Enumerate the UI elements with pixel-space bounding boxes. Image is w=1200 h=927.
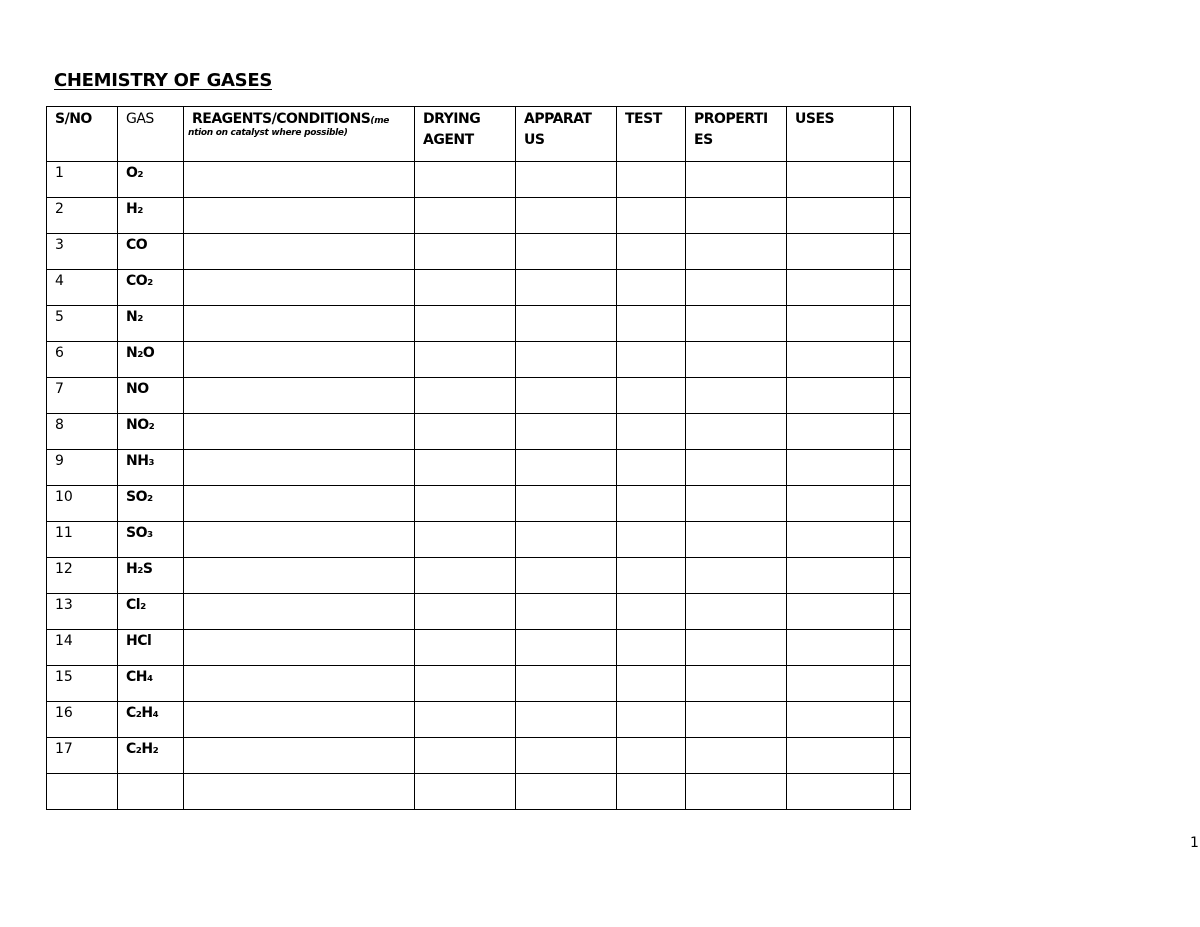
- cell-test: [617, 522, 686, 558]
- cell-extra: [894, 702, 911, 738]
- cell-uses: [787, 486, 894, 522]
- table-row: [47, 594, 911, 630]
- cell-drying-agent: [415, 234, 516, 270]
- cell-sno: 8: [47, 414, 118, 450]
- cell-gas: NO₂: [118, 414, 184, 450]
- table-row: [47, 414, 911, 450]
- cell-drying-agent: [415, 558, 516, 594]
- cell-properties: [686, 450, 787, 486]
- cell-extra: [894, 594, 911, 630]
- cell-uses: [787, 414, 894, 450]
- cell-reagents: [184, 486, 415, 522]
- cell-sno: 14: [47, 630, 118, 666]
- cell-gas: Cl₂: [118, 594, 184, 630]
- cell-sno: 1: [47, 162, 118, 198]
- cell-extra: [894, 522, 911, 558]
- header-extra-column: [894, 107, 911, 162]
- cell-test: [617, 342, 686, 378]
- cell-test: [617, 774, 686, 810]
- cell-sno: 10: [47, 486, 118, 522]
- cell-extra: [894, 198, 911, 234]
- cell-sno: 17: [47, 738, 118, 774]
- cell-properties: [686, 306, 787, 342]
- cell-drying-agent: [415, 486, 516, 522]
- cell-extra: [894, 666, 911, 702]
- header-drying-agent: DRYING AGENT: [415, 107, 516, 162]
- cell-gas: HCl: [118, 630, 184, 666]
- table-row: [47, 522, 911, 558]
- cell-reagents: [184, 558, 415, 594]
- cell-properties: [686, 162, 787, 198]
- table-row: [47, 198, 911, 234]
- cell-sno: 6: [47, 342, 118, 378]
- cell-gas: C₂H₄: [118, 702, 184, 738]
- cell-uses: [787, 306, 894, 342]
- header-apparatus: APPARAT US: [516, 107, 617, 162]
- cell-reagents: [184, 414, 415, 450]
- cell-reagents: [184, 738, 415, 774]
- cell-test: [617, 414, 686, 450]
- cell-reagents: [184, 162, 415, 198]
- cell-uses: [787, 162, 894, 198]
- cell-apparatus: [516, 306, 617, 342]
- cell-drying-agent: [415, 630, 516, 666]
- page-title: CHEMISTRY OF GASES: [54, 70, 272, 91]
- cell-gas: [118, 774, 184, 810]
- cell-sno: 3: [47, 234, 118, 270]
- cell-gas: N₂O: [118, 342, 184, 378]
- cell-apparatus: [516, 162, 617, 198]
- cell-gas: CO: [118, 234, 184, 270]
- cell-sno: 13: [47, 594, 118, 630]
- table-header-row: [47, 107, 911, 162]
- cell-reagents: [184, 666, 415, 702]
- cell-extra: [894, 162, 911, 198]
- cell-reagents: [184, 306, 415, 342]
- cell-apparatus: [516, 378, 617, 414]
- cell-drying-agent: [415, 378, 516, 414]
- table-row: [47, 270, 911, 306]
- cell-test: [617, 378, 686, 414]
- cell-properties: [686, 486, 787, 522]
- cell-uses: [787, 378, 894, 414]
- cell-uses: [787, 558, 894, 594]
- cell-reagents: [184, 630, 415, 666]
- cell-sno: 12: [47, 558, 118, 594]
- cell-drying-agent: [415, 198, 516, 234]
- cell-test: [617, 486, 686, 522]
- cell-sno: [47, 774, 118, 810]
- cell-extra: [894, 342, 911, 378]
- cell-drying-agent: [415, 414, 516, 450]
- cell-extra: [894, 378, 911, 414]
- header-reagents-note: ntion on catalyst where possible): [188, 128, 348, 138]
- cell-extra: [894, 234, 911, 270]
- table-row: [47, 162, 911, 198]
- cell-gas: SO₂: [118, 486, 184, 522]
- cell-properties: [686, 666, 787, 702]
- cell-uses: [787, 630, 894, 666]
- cell-extra: [894, 486, 911, 522]
- gases-table: [46, 106, 911, 810]
- cell-gas: CH₄: [118, 666, 184, 702]
- cell-test: [617, 450, 686, 486]
- cell-gas: SO₃: [118, 522, 184, 558]
- cell-sno: 9: [47, 450, 118, 486]
- cell-uses: [787, 450, 894, 486]
- cell-uses: [787, 666, 894, 702]
- cell-gas: NO: [118, 378, 184, 414]
- cell-uses: [787, 702, 894, 738]
- cell-gas: O₂: [118, 162, 184, 198]
- header-gas: GAS: [118, 107, 184, 162]
- cell-apparatus: [516, 198, 617, 234]
- table-row: [47, 738, 911, 774]
- cell-reagents: [184, 234, 415, 270]
- table-row: [47, 702, 911, 738]
- cell-apparatus: [516, 558, 617, 594]
- cell-apparatus: [516, 666, 617, 702]
- cell-properties: [686, 738, 787, 774]
- table-row: [47, 450, 911, 486]
- table-row: [47, 630, 911, 666]
- cell-reagents: [184, 270, 415, 306]
- cell-reagents: [184, 522, 415, 558]
- cell-uses: [787, 738, 894, 774]
- cell-extra: [894, 738, 911, 774]
- header-uses: USES: [787, 107, 894, 162]
- cell-extra: [894, 558, 911, 594]
- cell-drying-agent: [415, 522, 516, 558]
- cell-drying-agent: [415, 666, 516, 702]
- cell-uses: [787, 198, 894, 234]
- header-reagents: [184, 107, 415, 162]
- cell-gas: H₂S: [118, 558, 184, 594]
- cell-sno: 16: [47, 702, 118, 738]
- cell-reagents: [184, 774, 415, 810]
- cell-reagents: [184, 450, 415, 486]
- cell-gas: H₂: [118, 198, 184, 234]
- cell-properties: [686, 414, 787, 450]
- cell-apparatus: [516, 594, 617, 630]
- cell-reagents: [184, 378, 415, 414]
- cell-drying-agent: [415, 450, 516, 486]
- cell-properties: [686, 630, 787, 666]
- cell-test: [617, 162, 686, 198]
- cell-test: [617, 198, 686, 234]
- cell-reagents: [184, 342, 415, 378]
- page-number: 1: [1190, 835, 1199, 851]
- cell-drying-agent: [415, 702, 516, 738]
- cell-test: [617, 234, 686, 270]
- cell-apparatus: [516, 630, 617, 666]
- cell-uses: [787, 234, 894, 270]
- cell-gas: N₂: [118, 306, 184, 342]
- cell-gas: C₂H₂: [118, 738, 184, 774]
- table-row: [47, 666, 911, 702]
- cell-sno: 11: [47, 522, 118, 558]
- cell-apparatus: [516, 738, 617, 774]
- cell-uses: [787, 522, 894, 558]
- header-properties: PROPERTI ES: [686, 107, 787, 162]
- cell-properties: [686, 558, 787, 594]
- cell-sno: 4: [47, 270, 118, 306]
- cell-test: [617, 558, 686, 594]
- cell-test: [617, 630, 686, 666]
- cell-uses: [787, 270, 894, 306]
- cell-gas: CO₂: [118, 270, 184, 306]
- cell-drying-agent: [415, 774, 516, 810]
- cell-sno: 15: [47, 666, 118, 702]
- cell-properties: [686, 198, 787, 234]
- table-row: [47, 234, 911, 270]
- cell-extra: [894, 414, 911, 450]
- cell-drying-agent: [415, 738, 516, 774]
- cell-drying-agent: [415, 162, 516, 198]
- cell-properties: [686, 342, 787, 378]
- cell-properties: [686, 234, 787, 270]
- table-row: [47, 558, 911, 594]
- cell-test: [617, 666, 686, 702]
- cell-extra: [894, 450, 911, 486]
- cell-apparatus: [516, 522, 617, 558]
- cell-sno: 5: [47, 306, 118, 342]
- cell-sno: 7: [47, 378, 118, 414]
- cell-apparatus: [516, 342, 617, 378]
- cell-properties: [686, 594, 787, 630]
- cell-reagents: [184, 594, 415, 630]
- cell-extra: [894, 306, 911, 342]
- cell-reagents: [184, 198, 415, 234]
- cell-apparatus: [516, 270, 617, 306]
- cell-test: [617, 738, 686, 774]
- cell-drying-agent: [415, 594, 516, 630]
- cell-apparatus: [516, 486, 617, 522]
- cell-uses: [787, 594, 894, 630]
- cell-test: [617, 306, 686, 342]
- cell-test: [617, 594, 686, 630]
- cell-drying-agent: [415, 306, 516, 342]
- table-row: [47, 306, 911, 342]
- cell-extra: [894, 774, 911, 810]
- table-row: [47, 378, 911, 414]
- cell-properties: [686, 702, 787, 738]
- cell-test: [617, 270, 686, 306]
- header-reagents-note-start: (me: [370, 116, 390, 126]
- cell-gas: NH₃: [118, 450, 184, 486]
- table-row: [47, 774, 911, 810]
- cell-apparatus: [516, 234, 617, 270]
- header-test: TEST: [617, 107, 686, 162]
- cell-uses: [787, 342, 894, 378]
- cell-apparatus: [516, 450, 617, 486]
- cell-properties: [686, 378, 787, 414]
- table-row: [47, 486, 911, 522]
- cell-apparatus: [516, 414, 617, 450]
- header-reagents-label: REAGENTS/CONDITIONS: [192, 111, 371, 127]
- cell-properties: [686, 270, 787, 306]
- cell-properties: [686, 522, 787, 558]
- cell-uses: [787, 774, 894, 810]
- table-body: [47, 162, 911, 810]
- cell-apparatus: [516, 774, 617, 810]
- cell-drying-agent: [415, 270, 516, 306]
- cell-reagents: [184, 702, 415, 738]
- header-sno: S/NO: [47, 107, 118, 162]
- cell-drying-agent: [415, 342, 516, 378]
- table-row: [47, 342, 911, 378]
- cell-apparatus: [516, 702, 617, 738]
- cell-properties: [686, 774, 787, 810]
- cell-test: [617, 702, 686, 738]
- cell-extra: [894, 630, 911, 666]
- cell-sno: 2: [47, 198, 118, 234]
- cell-extra: [894, 270, 911, 306]
